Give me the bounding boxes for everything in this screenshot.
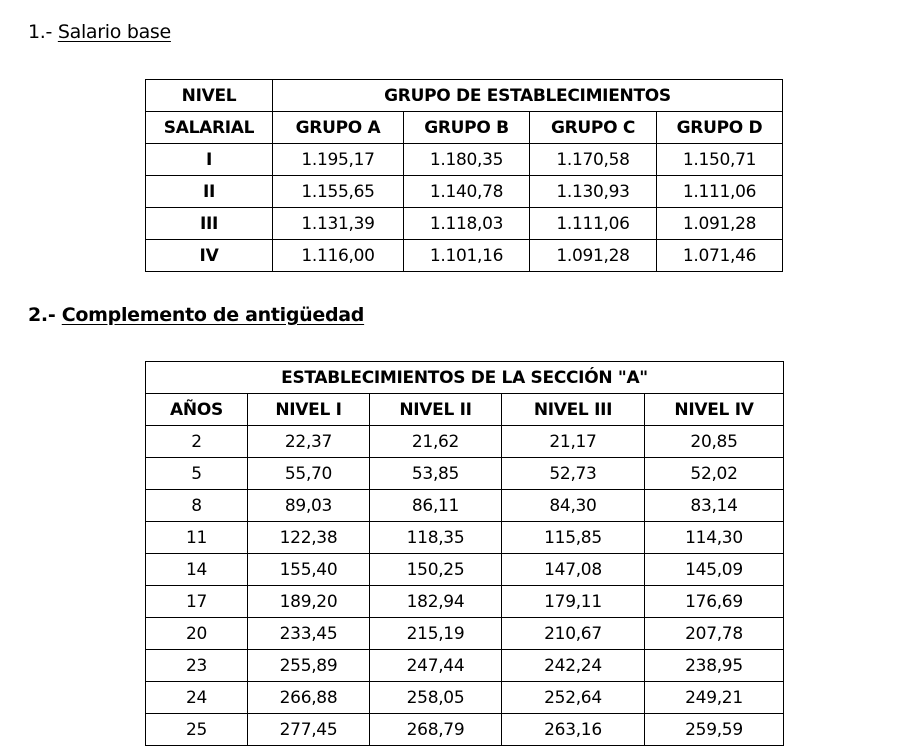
column-header: GRUPO D <box>657 112 783 144</box>
level-cell: IV <box>146 240 273 272</box>
value-cell: 53,85 <box>370 458 502 490</box>
value-cell: 1.180,35 <box>404 144 530 176</box>
value-cell: 150,25 <box>370 554 502 586</box>
column-header: NIVEL III <box>502 394 645 426</box>
table-header-row <box>146 394 784 426</box>
value-cell: 263,16 <box>502 714 645 746</box>
value-cell: 277,45 <box>248 714 370 746</box>
value-cell: 1.111,06 <box>657 176 783 208</box>
value-cell: 1.111,06 <box>530 208 657 240</box>
value-cell: 147,08 <box>502 554 645 586</box>
years-cell: 2 <box>146 426 248 458</box>
value-cell: 179,11 <box>502 586 645 618</box>
years-cell: 17 <box>146 586 248 618</box>
value-cell: 1.091,28 <box>530 240 657 272</box>
value-cell: 145,09 <box>645 554 784 586</box>
value-cell: 242,24 <box>502 650 645 682</box>
header-nivel: NIVEL <box>146 80 273 112</box>
value-cell: 21,62 <box>370 426 502 458</box>
header-group: GRUPO DE ESTABLECIMIENTOS <box>273 80 783 112</box>
value-cell: 238,95 <box>645 650 784 682</box>
value-cell: 258,05 <box>370 682 502 714</box>
section-title: Complemento de antigüedad <box>61 304 365 326</box>
value-cell: 84,30 <box>502 490 645 522</box>
value-cell: 1.130,93 <box>530 176 657 208</box>
table-row <box>146 682 784 714</box>
value-cell: 1.195,17 <box>273 144 404 176</box>
value-cell: 1.091,28 <box>657 208 783 240</box>
table-row <box>146 522 784 554</box>
value-cell: 266,88 <box>248 682 370 714</box>
value-cell: 176,69 <box>645 586 784 618</box>
years-cell: 5 <box>146 458 248 490</box>
table-row <box>146 490 784 522</box>
column-header: NIVEL II <box>370 394 502 426</box>
value-cell: 252,64 <box>502 682 645 714</box>
value-cell: 89,03 <box>248 490 370 522</box>
years-cell: 24 <box>146 682 248 714</box>
value-cell: 114,30 <box>645 522 784 554</box>
years-cell: 8 <box>146 490 248 522</box>
section-heading-antiguedad <box>28 304 364 326</box>
table-row <box>146 208 783 240</box>
value-cell: 215,19 <box>370 618 502 650</box>
value-cell: 115,85 <box>502 522 645 554</box>
table-row <box>146 176 783 208</box>
section-number: 1.- <box>28 21 53 43</box>
table-row <box>146 586 784 618</box>
value-cell: 1.101,16 <box>404 240 530 272</box>
table-title: ESTABLECIMIENTOS DE LA SECCIÓN "A" <box>146 362 784 394</box>
column-header: GRUPO B <box>404 112 530 144</box>
table-header-row <box>146 112 783 144</box>
table-row <box>146 458 784 490</box>
salary-table <box>145 79 783 272</box>
table-title-row <box>146 362 784 394</box>
value-cell: 207,78 <box>645 618 784 650</box>
years-cell: 20 <box>146 618 248 650</box>
value-cell: 1.131,39 <box>273 208 404 240</box>
level-cell: I <box>146 144 273 176</box>
level-cell: II <box>146 176 273 208</box>
value-cell: 1.155,65 <box>273 176 404 208</box>
value-cell: 86,11 <box>370 490 502 522</box>
years-cell: 25 <box>146 714 248 746</box>
table-row <box>146 554 784 586</box>
value-cell: 1.118,03 <box>404 208 530 240</box>
value-cell: 52,02 <box>645 458 784 490</box>
value-cell: 268,79 <box>370 714 502 746</box>
column-header: GRUPO A <box>273 112 404 144</box>
level-cell: III <box>146 208 273 240</box>
value-cell: 52,73 <box>502 458 645 490</box>
value-cell: 210,67 <box>502 618 645 650</box>
column-header: NIVEL I <box>248 394 370 426</box>
table-row <box>146 144 783 176</box>
years-cell: 23 <box>146 650 248 682</box>
value-cell: 255,89 <box>248 650 370 682</box>
column-header: NIVEL IV <box>645 394 784 426</box>
seniority-table <box>145 361 784 746</box>
table-row <box>146 426 784 458</box>
table-row <box>146 618 784 650</box>
table-row <box>146 650 784 682</box>
value-cell: 122,38 <box>248 522 370 554</box>
value-cell: 1.150,71 <box>657 144 783 176</box>
value-cell: 182,94 <box>370 586 502 618</box>
section-number: 2.- <box>28 304 56 326</box>
value-cell: 1.170,58 <box>530 144 657 176</box>
value-cell: 233,45 <box>248 618 370 650</box>
years-cell: 11 <box>146 522 248 554</box>
value-cell: 83,14 <box>645 490 784 522</box>
value-cell: 1.116,00 <box>273 240 404 272</box>
value-cell: 20,85 <box>645 426 784 458</box>
table-header-row <box>146 80 783 112</box>
value-cell: 247,44 <box>370 650 502 682</box>
value-cell: 189,20 <box>248 586 370 618</box>
value-cell: 1.071,46 <box>657 240 783 272</box>
header-salarial: SALARIAL <box>146 112 273 144</box>
value-cell: 55,70 <box>248 458 370 490</box>
value-cell: 21,17 <box>502 426 645 458</box>
value-cell: 118,35 <box>370 522 502 554</box>
value-cell: 155,40 <box>248 554 370 586</box>
section-title: Salario base <box>57 21 171 43</box>
section-heading-salario-base <box>28 21 171 43</box>
value-cell: 249,21 <box>645 682 784 714</box>
table-row <box>146 714 784 746</box>
column-header: AÑOS <box>146 394 248 426</box>
value-cell: 259,59 <box>645 714 784 746</box>
value-cell: 22,37 <box>248 426 370 458</box>
table-row <box>146 240 783 272</box>
years-cell: 14 <box>146 554 248 586</box>
column-header: GRUPO C <box>530 112 657 144</box>
value-cell: 1.140,78 <box>404 176 530 208</box>
